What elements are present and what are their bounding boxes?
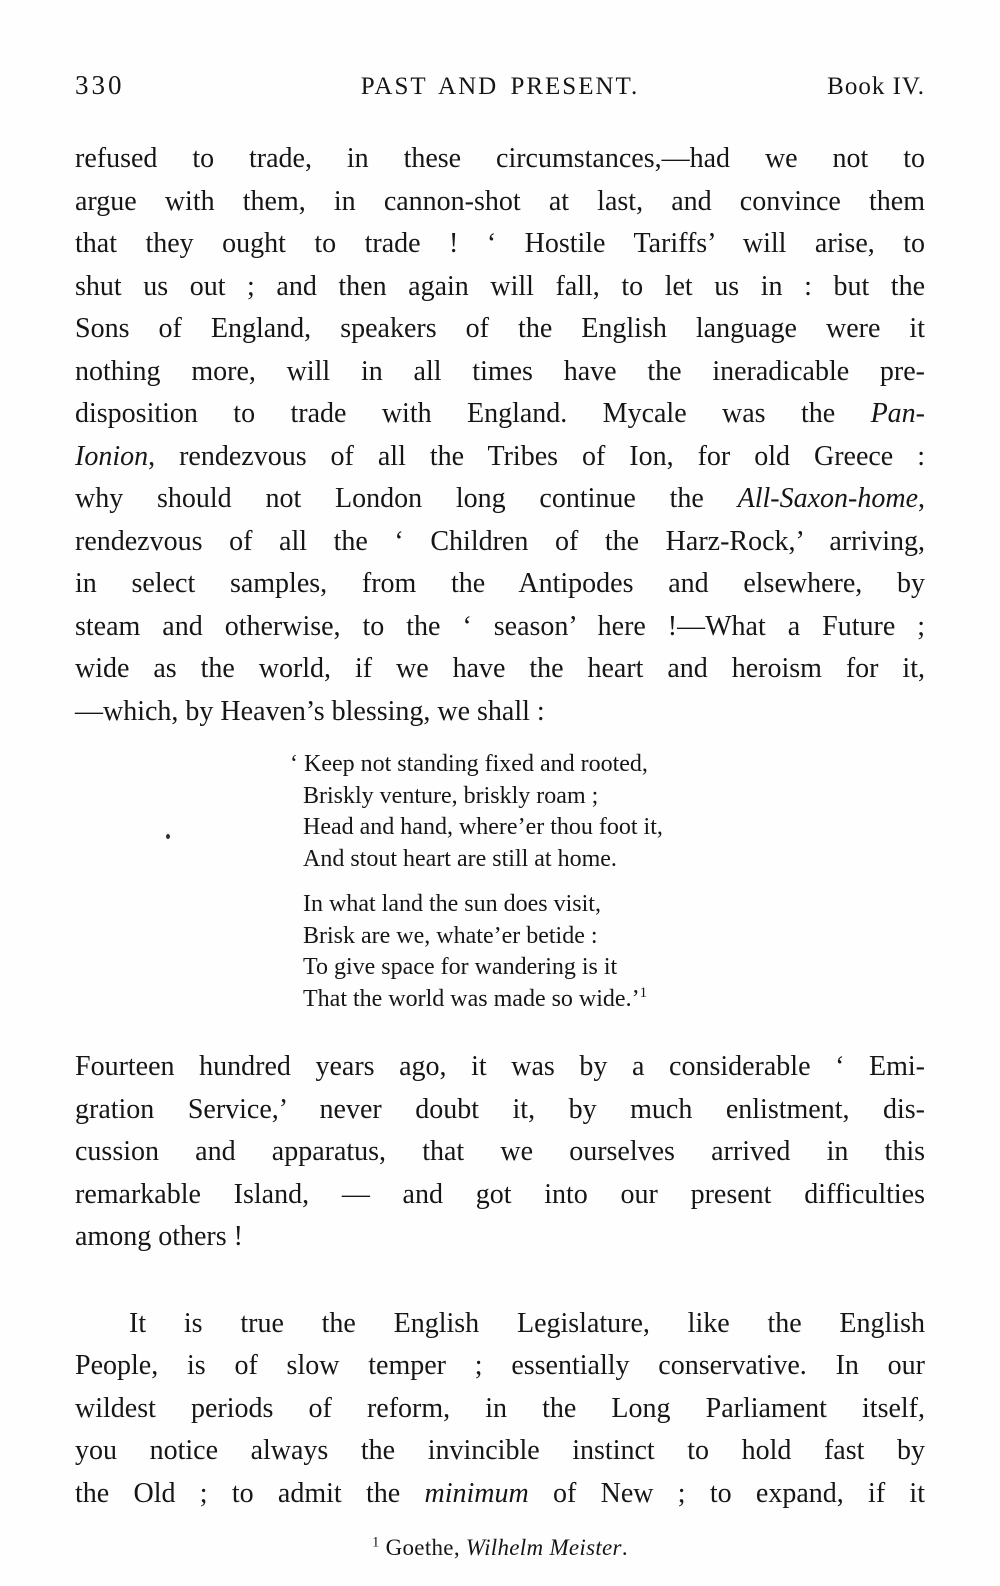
text-segment: Goethe, <box>379 1535 466 1560</box>
verse-quotation <box>290 749 925 1015</box>
text-line <box>75 1388 925 1431</box>
page-number: 330 <box>75 70 125 100</box>
paragraph <box>75 1303 925 1516</box>
text-segment: Brisk are we, whate’er betide : <box>303 922 598 949</box>
text-segment: the Old ; to admit the <box>75 1477 425 1509</box>
text-segment: shut us out ; and then again will fall, to let us in : but the <box>75 270 925 302</box>
text-segment: disposition to trade with England. Mycale was the <box>75 398 871 429</box>
italic-text: minimum <box>424 1477 529 1509</box>
text-segment: that they ought to trade ! ‘ Hostile Tariffs’ will arise, to <box>75 228 925 259</box>
text-segment: That the world was made so wide.’ <box>303 985 640 1012</box>
text-segment: steam and otherwise, to the ‘ season’ here !—What a Future ; <box>75 610 925 642</box>
paragraph <box>75 1046 925 1259</box>
text-segment: refused to trade, in these circumstances,—had we not to <box>75 143 925 174</box>
text-segment: gration Service,’ never doubt it, by much enlistment, dis- <box>75 1093 925 1125</box>
text-line <box>75 1131 925 1174</box>
text-segment: why should not London long continue the <box>75 483 738 514</box>
text-line <box>75 563 925 606</box>
scan-artifact-dot <box>166 834 170 839</box>
book-label: Book IV. <box>827 73 925 100</box>
verse-line <box>303 781 925 813</box>
text-segment: , rendezvous of all the Tribes of Ion, for old Greece : <box>148 440 925 472</box>
stanza <box>303 889 925 1015</box>
text-line <box>75 521 925 564</box>
italic-text: Pan- <box>870 398 925 429</box>
text-segment: nothing more, will in all times have the ineradicable pre- <box>75 355 925 387</box>
italic-text: Ionion <box>75 440 149 472</box>
text-line <box>75 1303 925 1346</box>
text-segment: People, is of slow temper ; essentially conservative. In our <box>75 1350 925 1381</box>
text-segment: And stout heart are still at home. <box>303 845 617 872</box>
text-line <box>75 308 925 351</box>
text-segment: wide as the world, if we have the heart and heroism for it, <box>75 653 925 684</box>
superscript-marker: 1 <box>372 1534 380 1551</box>
text-segment: cussion and apparatus, that we ourselves arrived in this <box>75 1136 925 1167</box>
text-segment: To give space for wandering is it <box>303 954 618 980</box>
text-segment: ‘ Keep not standing fixed and rooted, <box>290 751 648 777</box>
superscript-marker: 1 <box>639 984 648 1001</box>
verse-line <box>303 889 925 921</box>
text-segment: rendezvous of all the ‘ Children of the Harz-Rock,’ arriving, <box>75 525 925 557</box>
text-line <box>75 648 925 691</box>
footnote <box>75 1535 925 1561</box>
text-line <box>75 1046 925 1089</box>
text-line <box>75 1089 925 1132</box>
text-line <box>75 606 925 649</box>
text-segment: , <box>918 483 925 514</box>
text-segment: in select samples, from the Antipodes and elsewhere, by <box>75 568 925 599</box>
page-header <box>75 70 925 101</box>
text-segment: among others ! <box>75 1221 243 1252</box>
text-line <box>75 223 925 266</box>
text-segment: argue with them, in cannon-shot at last, and convince them <box>75 185 925 217</box>
text-line <box>75 138 925 181</box>
text-segment: of New ; to expand, if it <box>528 1477 925 1509</box>
text-segment: you notice always the invincible instinct to hold fast by <box>75 1435 925 1466</box>
text-line <box>75 436 925 479</box>
verse-line <box>303 984 925 1016</box>
text-line <box>75 691 925 734</box>
stanza <box>290 749 925 875</box>
verse-line <box>290 749 925 781</box>
text-segment: remarkable Island, — and got into our present difficulties <box>75 1178 925 1210</box>
paragraph-continued <box>75 138 925 733</box>
footnote-text <box>372 1535 628 1560</box>
text-line <box>75 478 925 521</box>
text-segment: . <box>621 1535 628 1560</box>
italic-text: Wilhelm Meister <box>465 1535 622 1560</box>
text-line <box>75 181 925 224</box>
text-segment: —which, by Heaven’s blessing, we shall : <box>75 695 545 727</box>
text-line <box>75 266 925 309</box>
verse-line <box>303 921 925 953</box>
text-line <box>75 1430 925 1473</box>
text-segment: It is true the English Legislature, like the English <box>129 1307 925 1339</box>
text-segment: wildest periods of reform, in the Long Parliament itself, <box>75 1392 925 1424</box>
text-segment: Fourteen hundred years ago, it was by a considerable ‘ Emi- <box>75 1051 925 1082</box>
text-segment: Briskly venture, briskly roam ; <box>303 782 599 809</box>
text-segment: In what land the sun does visit, <box>303 891 601 917</box>
verse-line <box>303 844 925 876</box>
running-title: PAST AND PRESENT. <box>360 73 640 100</box>
text-line <box>75 1473 925 1516</box>
text-line <box>75 393 925 436</box>
text-line <box>75 1216 925 1259</box>
italic-text: All-Saxon-home <box>737 483 918 514</box>
text-segment: Sons of England, speakers of the English language were it <box>75 313 925 344</box>
text-segment: Head and hand, where’er thou foot it, <box>303 814 663 840</box>
text-line <box>75 1174 925 1217</box>
verse-line <box>303 812 925 844</box>
text-line <box>75 1345 925 1388</box>
verse-line <box>303 952 925 984</box>
text-line <box>75 351 925 394</box>
